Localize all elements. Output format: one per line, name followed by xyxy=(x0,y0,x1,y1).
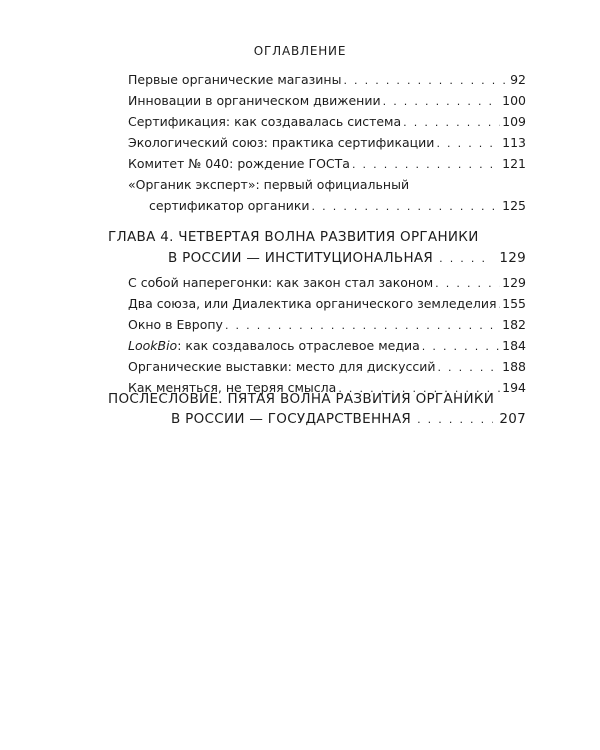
afterword-heading[interactable]: ПОСЛЕСЛОВИЕ. ПЯТАЯ ВОЛНА РАЗВИТИЯ ОРГАНИКИ xyxy=(108,391,495,407)
dot-leader xyxy=(422,339,500,355)
dot-leader xyxy=(439,250,493,268)
toc-entry-title-line2: сертификатор органики xyxy=(149,198,310,213)
toc-entry-page: 188 xyxy=(502,359,526,374)
toc-entry-page: 100 xyxy=(502,93,526,108)
toc-entry-title-rest: : как создавалось отраслевое медиа xyxy=(177,338,420,353)
toc-entry[interactable] xyxy=(128,72,526,89)
toc-entry-title-line1[interactable]: «Органик эксперт»: первый официальный xyxy=(128,177,410,192)
dot-leader xyxy=(225,318,500,334)
toc-entry-page: 182 xyxy=(502,317,526,332)
toc-entry-page: 109 xyxy=(502,114,526,129)
toc-entry-title: Два союза, или Диалектика органического земледелия xyxy=(128,296,497,311)
chapter-page: 129 xyxy=(499,250,526,266)
dot-leader xyxy=(383,94,501,110)
toc-entry-page: 155 xyxy=(502,296,526,311)
toc-entry-title: Как меняться, не теряя смысла xyxy=(128,380,337,395)
toc-entry-page: 184 xyxy=(502,338,526,353)
dot-leader xyxy=(499,297,501,313)
dot-leader xyxy=(436,136,500,152)
dot-leader xyxy=(437,360,500,376)
toc-entry-title: С собой наперегонки: как закон стал законом xyxy=(128,275,434,290)
toc-entry[interactable] xyxy=(128,93,526,110)
toc-entry-page: 113 xyxy=(502,135,526,150)
toc-entry[interactable] xyxy=(128,296,526,313)
dot-leader xyxy=(312,199,501,215)
toc-entry-title: Комитет № 040: рождение ГОСТа xyxy=(128,156,350,171)
toc-entry[interactable] xyxy=(128,275,526,292)
afterword-heading-line2: В РОССИИ — ГОСУДАРСТВЕННАЯ xyxy=(171,411,412,427)
chapter-heading-continued[interactable] xyxy=(168,249,526,268)
media-name: LookBio xyxy=(128,338,178,353)
toc-entry-page: 121 xyxy=(502,156,526,171)
dot-leader xyxy=(343,73,508,89)
toc-entry[interactable] xyxy=(149,198,526,215)
dot-leader xyxy=(417,411,493,429)
chapter-heading-line2: В РОССИИ — ИНСТИТУЦИОНАЛЬНАЯ xyxy=(168,250,434,266)
toc-entry-page: 92 xyxy=(510,72,526,87)
chapter-heading[interactable]: ГЛАВА 4. ЧЕТВЕРТАЯ ВОЛНА РАЗВИТИЯ ОРГАНИКИ xyxy=(108,229,479,245)
dot-leader xyxy=(403,115,500,131)
toc-entry-page: 125 xyxy=(502,198,526,213)
dot-leader xyxy=(352,157,500,173)
toc-entry[interactable] xyxy=(128,317,526,334)
toc-entry-title: Органические выставки: место для дискуссий xyxy=(128,359,436,374)
toc-entry-title xyxy=(128,338,420,354)
toc-entry-page: 194 xyxy=(502,380,526,395)
toc-entry-page: 129 xyxy=(502,275,526,290)
toc-entry-title: Окно в Европу xyxy=(128,317,223,332)
toc-entry[interactable] xyxy=(128,338,526,355)
afterword-heading-continued[interactable] xyxy=(171,410,526,429)
toc-entry[interactable] xyxy=(128,114,526,131)
toc-entry[interactable] xyxy=(128,359,526,376)
toc-entry[interactable] xyxy=(128,135,526,152)
toc-entry[interactable] xyxy=(128,156,526,173)
page-title: ОГЛАВЛЕНИЕ xyxy=(253,44,347,58)
toc-entry-title: Сертификация: как создавалась система xyxy=(128,114,402,129)
dot-leader xyxy=(435,276,500,292)
afterword-page: 207 xyxy=(499,411,526,427)
toc-entry-title: Первые органические магазины xyxy=(128,72,342,87)
toc-entry-title: Инновации в органическом движении xyxy=(128,93,381,108)
toc-entry-title: Экологический союз: практика сертификации xyxy=(128,135,435,150)
